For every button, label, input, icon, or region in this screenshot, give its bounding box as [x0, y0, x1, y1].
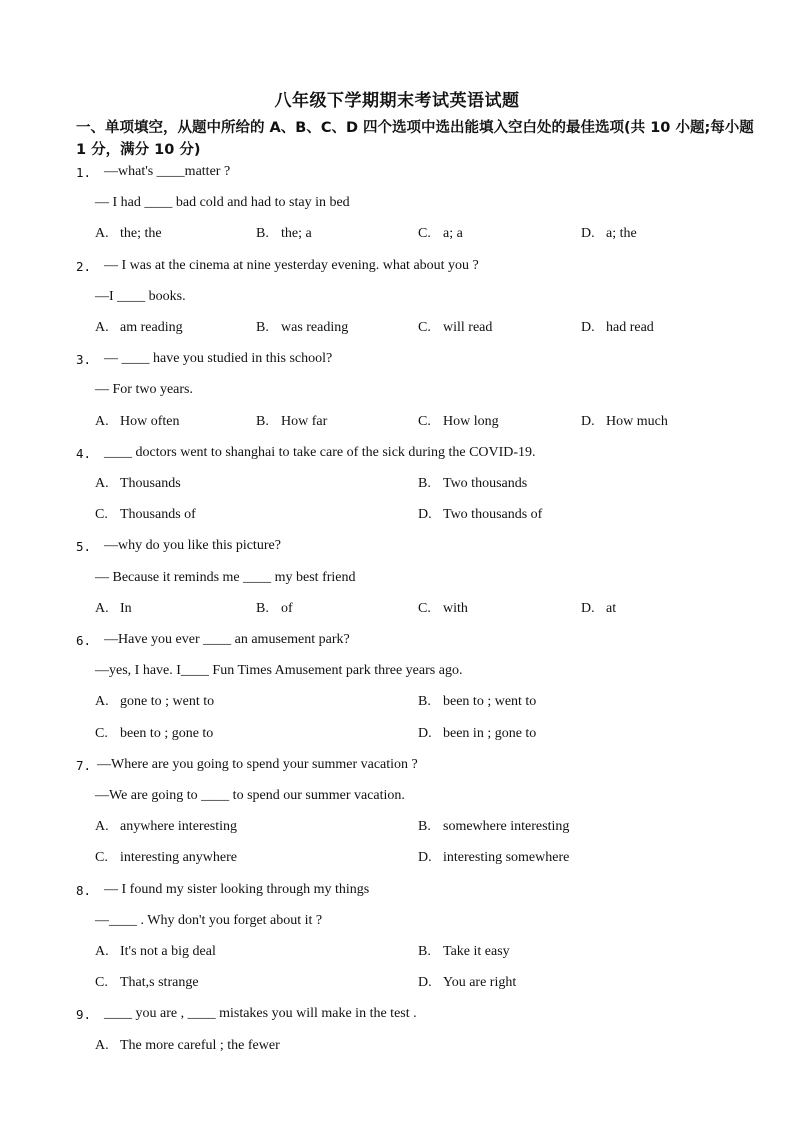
- question-response: —I ____ books.: [95, 288, 186, 304]
- option-b[interactable]: [256, 226, 312, 242]
- question-number: 3.: [76, 352, 92, 368]
- option-b[interactable]: [418, 476, 527, 492]
- question-response: —We are going to ____ to spend our summer vacation.: [95, 788, 405, 803]
- question-response: — I had ____ bad cold and had to stay in bed: [95, 195, 350, 211]
- option-c[interactable]: [418, 320, 492, 336]
- question-number: 9.: [76, 1007, 92, 1023]
- option-text: been to ; went to: [443, 694, 537, 710]
- option-text: a; the: [606, 226, 637, 242]
- option-c[interactable]: [95, 975, 199, 991]
- option-a[interactable]: [95, 819, 237, 835]
- option-b[interactable]: [256, 601, 293, 617]
- option-text: Thousands: [120, 476, 181, 491]
- option-c[interactable]: [418, 226, 463, 242]
- option-c[interactable]: [418, 601, 468, 617]
- option-d[interactable]: [581, 226, 637, 242]
- option-text: Two thousands of: [443, 507, 543, 523]
- option-text: Thousands of: [120, 507, 196, 523]
- option-a[interactable]: [95, 944, 216, 960]
- option-letter: A.: [95, 600, 109, 616]
- option-text: been in ; gone to: [443, 725, 537, 741]
- option-d[interactable]: [581, 320, 654, 336]
- option-letter: C.: [95, 725, 108, 741]
- question-stem: —why do you like this picture?: [104, 538, 281, 554]
- option-letter: C.: [95, 850, 108, 866]
- option-text: Take it easy: [443, 944, 510, 959]
- option-letter: B.: [418, 476, 431, 491]
- option-c[interactable]: [95, 726, 213, 742]
- exam-title: 八年级下学期期末考试英语试题: [274, 91, 520, 111]
- option-text: was reading: [281, 320, 349, 335]
- option-text: That,s strange: [120, 975, 199, 991]
- question-stem: —what's ____matter ?: [104, 164, 231, 179]
- option-letter: D.: [418, 975, 432, 991]
- option-letter: A.: [95, 226, 109, 242]
- option-letter: B.: [418, 944, 431, 959]
- option-letter: B.: [418, 694, 431, 710]
- option-letter: B.: [256, 320, 269, 335]
- option-text: with: [443, 600, 468, 616]
- question-stem: — I was at the cinema at nine yesterday evening. what about you ?: [104, 257, 479, 273]
- option-a[interactable]: [95, 320, 183, 336]
- option-letter: A.: [95, 944, 109, 959]
- option-c[interactable]: [95, 507, 196, 523]
- option-a[interactable]: [95, 226, 162, 242]
- question-response: — For two years.: [95, 382, 193, 398]
- option-letter: C.: [95, 975, 108, 991]
- option-letter: D.: [418, 725, 432, 741]
- option-d[interactable]: [418, 726, 536, 742]
- question-response: —yes, I have. I____ Fun Times Amusement park three years ago.: [95, 663, 463, 679]
- option-text: interesting anywhere: [120, 850, 238, 866]
- option-letter: D.: [581, 600, 595, 616]
- option-text: the; the: [120, 226, 162, 242]
- option-letter: B.: [256, 413, 269, 429]
- option-letter: C.: [418, 320, 431, 335]
- option-letter: A.: [95, 413, 109, 429]
- option-c[interactable]: [95, 850, 237, 866]
- question-number: 4.: [76, 445, 92, 461]
- option-text: interesting somewhere: [443, 850, 570, 866]
- option-letter: B.: [256, 600, 269, 616]
- option-text: of: [281, 600, 293, 616]
- option-a[interactable]: [95, 414, 180, 430]
- question-number: 1.: [76, 165, 92, 180]
- option-text: will read: [443, 320, 493, 335]
- option-b[interactable]: [418, 819, 569, 835]
- option-text: The more careful ; the fewer: [120, 1037, 280, 1053]
- question-stem: ____ doctors went to shanghai to take care of the sick during the COVID-19.: [104, 444, 536, 460]
- option-text: Two thousands: [443, 476, 528, 491]
- option-b[interactable]: [256, 414, 327, 430]
- option-a[interactable]: [95, 1038, 280, 1054]
- option-text: How long: [443, 413, 499, 429]
- option-text: anywhere interesting: [120, 819, 238, 835]
- question-number: 7.: [76, 757, 92, 773]
- question-stem: —Where are you going to spend your summer vacation ?: [97, 756, 418, 772]
- option-d[interactable]: [418, 507, 542, 523]
- option-text: How much: [606, 413, 668, 429]
- option-text: somewhere interesting: [443, 819, 570, 835]
- option-text: How far: [281, 413, 328, 429]
- option-d[interactable]: [418, 975, 516, 991]
- option-letter: C.: [418, 226, 431, 242]
- option-letter: C.: [418, 413, 431, 429]
- option-d[interactable]: [581, 414, 668, 430]
- option-a[interactable]: [95, 476, 181, 492]
- option-text: a; a: [443, 226, 463, 242]
- question-response: — Because it reminds me ____ my best friend: [95, 569, 356, 585]
- section-heading: 一、单项填空，从题中所给的 A、B、C、D 四个选项中选出能填入空白处的最佳选项(共 10 小题;每小题 1 分，满分 10 分): [76, 120, 754, 158]
- option-letter: A.: [95, 476, 109, 491]
- option-text: You are right: [443, 975, 517, 991]
- option-text: am reading: [120, 320, 183, 335]
- option-text: In: [120, 600, 132, 616]
- question-stem: —Have you ever ____ an amusement park?: [104, 632, 350, 647]
- option-letter: D.: [581, 413, 595, 429]
- option-text: gone to ; went to: [120, 694, 215, 710]
- option-letter: D.: [418, 507, 432, 523]
- option-b[interactable]: [418, 944, 510, 960]
- option-letter: D.: [418, 850, 432, 866]
- option-letter: D.: [581, 320, 595, 335]
- option-text: at: [606, 600, 617, 616]
- option-d[interactable]: [581, 601, 616, 617]
- question-number: 2.: [76, 258, 92, 274]
- option-a[interactable]: [95, 601, 132, 617]
- option-c[interactable]: [418, 414, 499, 430]
- option-letter: A.: [95, 694, 109, 710]
- option-text: It's not a big deal: [120, 944, 216, 959]
- option-b[interactable]: [256, 320, 348, 336]
- question-number: 6.: [76, 633, 92, 648]
- option-letter: C.: [95, 507, 108, 523]
- option-letter: A.: [95, 320, 109, 335]
- question-number: 5.: [76, 539, 92, 555]
- option-letter: A.: [95, 819, 109, 835]
- option-b[interactable]: [418, 694, 536, 710]
- option-letter: D.: [581, 226, 595, 242]
- option-text: been to ; gone to: [120, 725, 214, 741]
- option-letter: B.: [418, 819, 431, 835]
- question-stem: — ____ have you studied in this school?: [104, 351, 333, 367]
- option-letter: C.: [418, 600, 431, 616]
- question-number: 8.: [76, 882, 92, 898]
- option-a[interactable]: [95, 694, 214, 710]
- option-text: the; a: [281, 226, 312, 242]
- option-text: How often: [120, 413, 180, 429]
- option-letter: A.: [95, 1037, 109, 1053]
- option-text: had read: [606, 320, 654, 335]
- question-response: —____ . Why don't you forget about it ?: [95, 912, 323, 928]
- option-d[interactable]: [418, 850, 569, 866]
- question-stem: ____ you are , ____ mistakes you will make in the test .: [104, 1006, 417, 1022]
- option-letter: B.: [256, 226, 269, 242]
- question-stem: — I found my sister looking through my things: [104, 881, 370, 897]
